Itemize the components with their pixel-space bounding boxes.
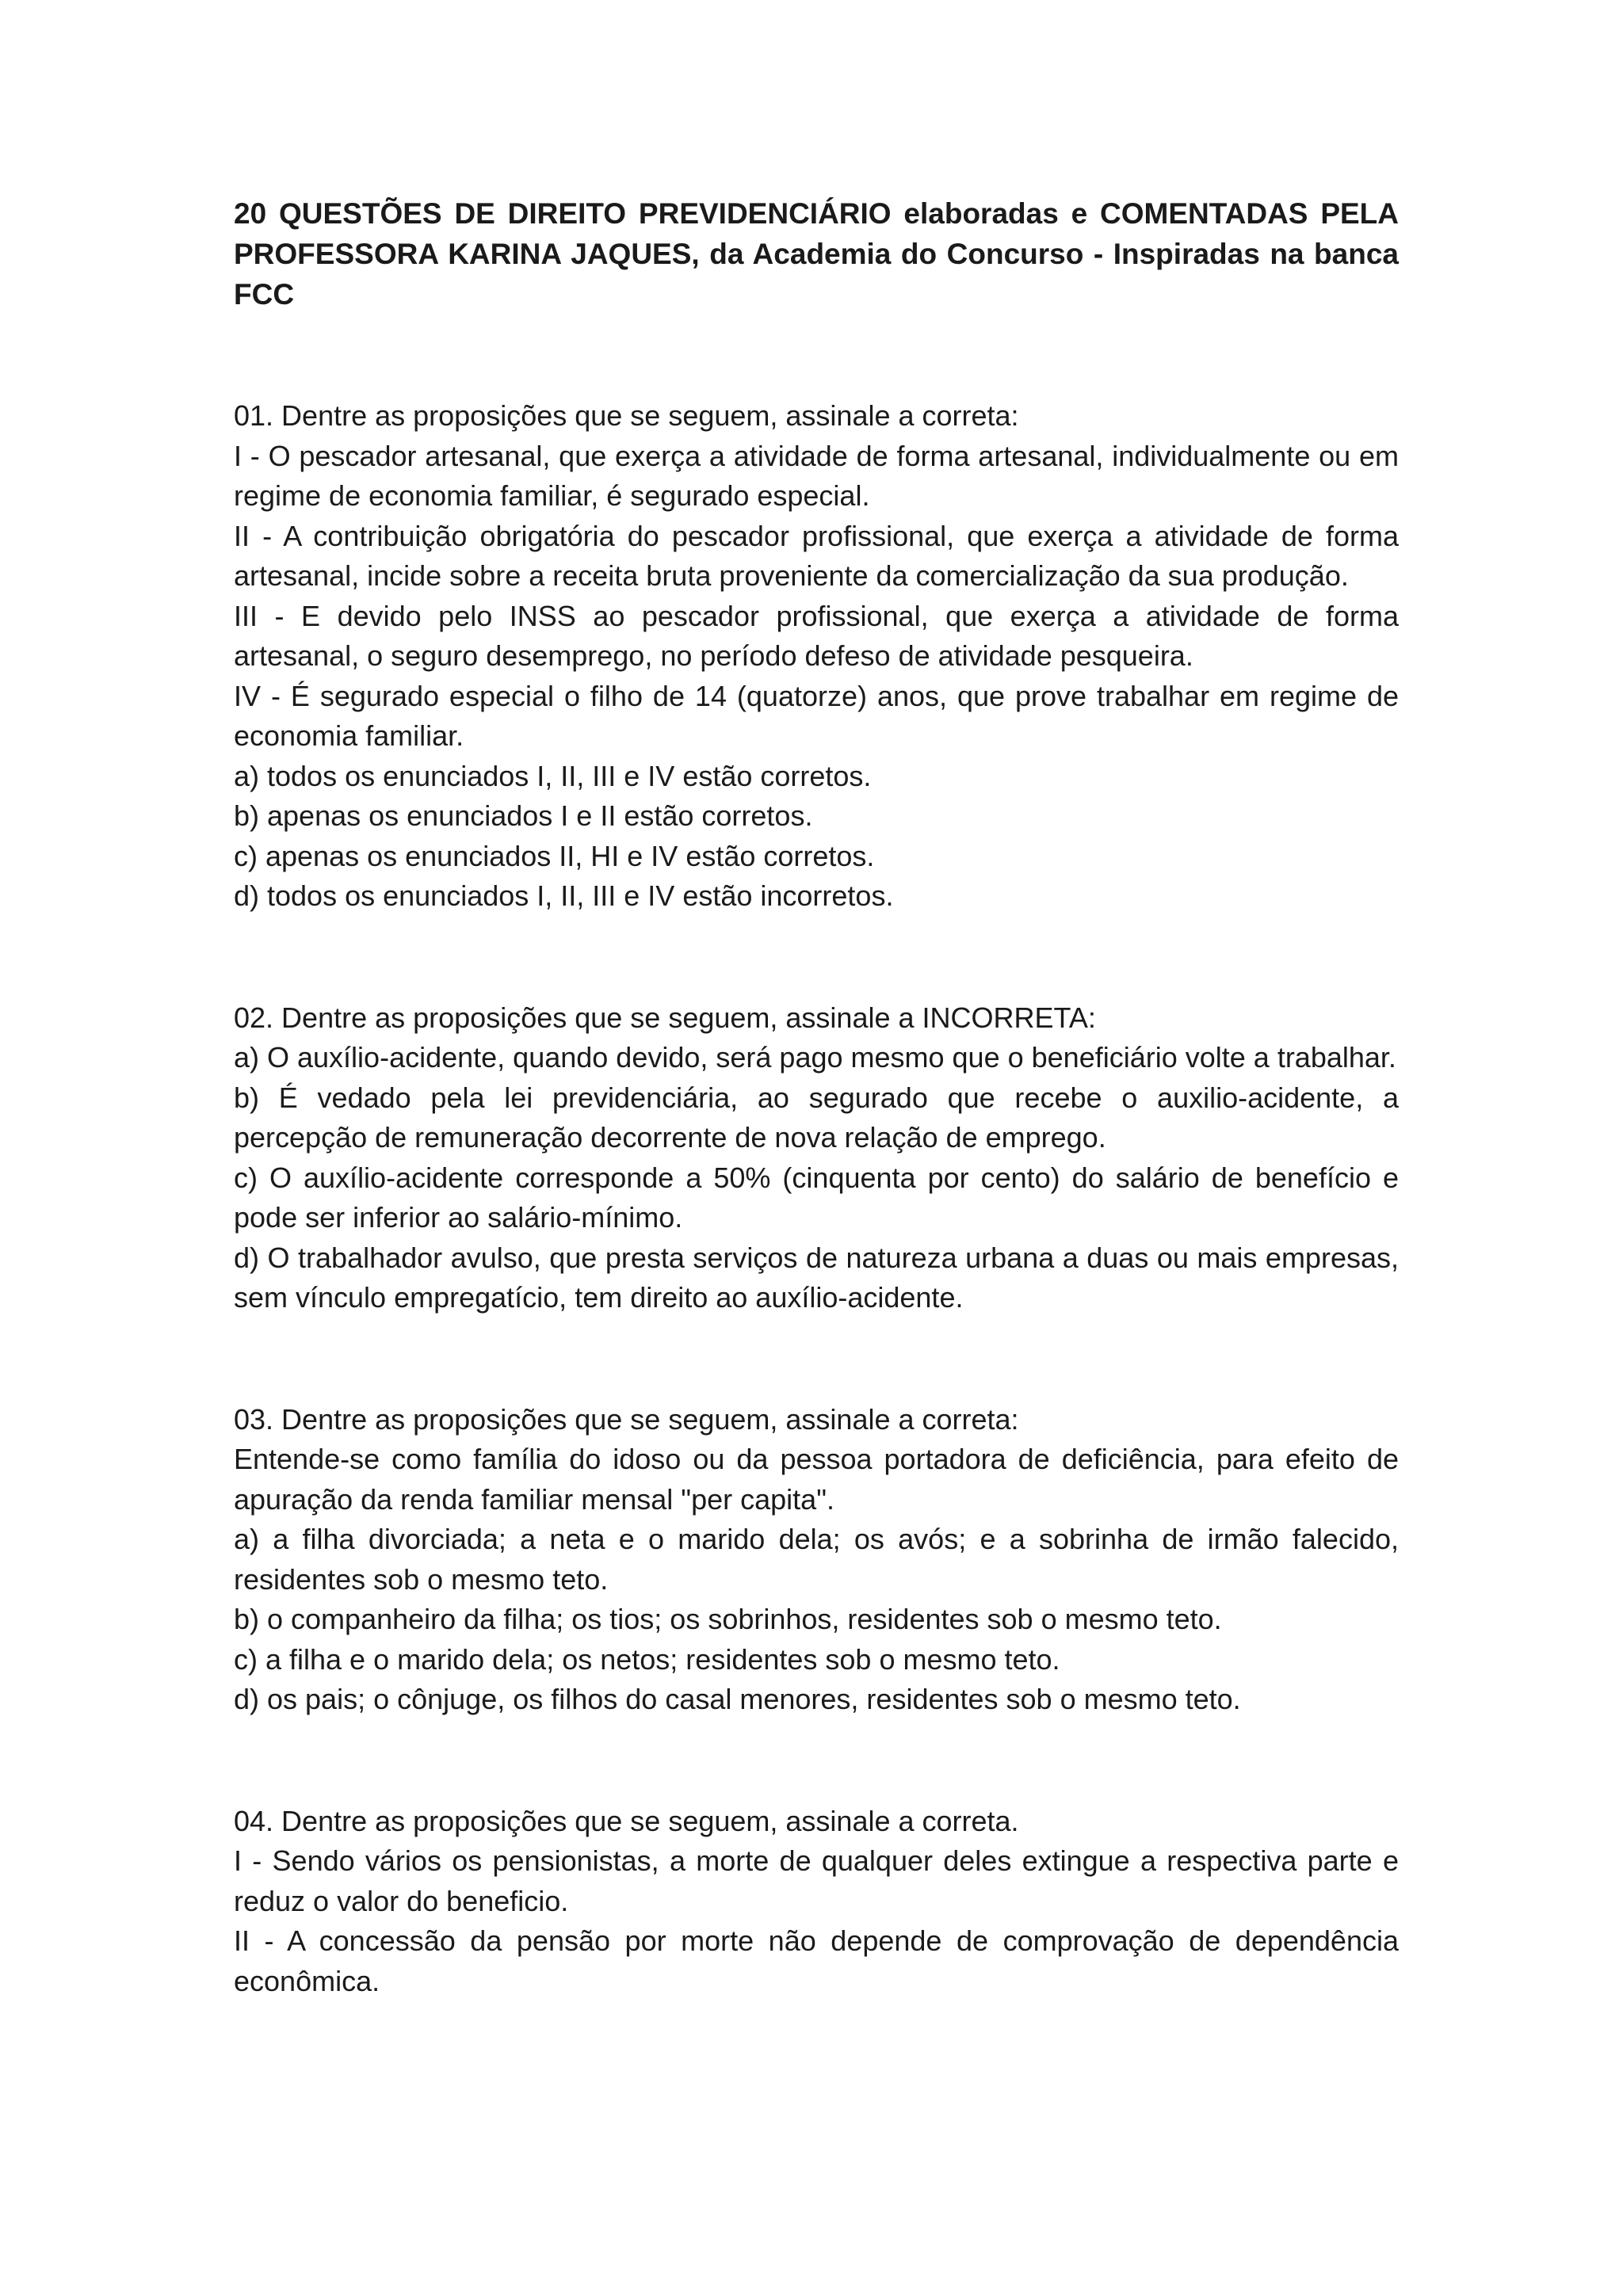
document-page — [234, 193, 1399, 2001]
question-01-option-a: a) todos os enunciados I, II, III e IV estão corretos. — [234, 759, 872, 792]
question-01 — [234, 396, 1399, 917]
question-03-option-a: a) a filha divorciada; a neta e o marido dela; os avós; e a sobrinha de irmão falecido, residentes sob o mesmo teto. — [234, 1523, 1399, 1596]
question-04-proposition-i: I - Sendo vários os pensionistas, a morte de qualquer deles extingue a respectiva parte e reduz o valor do beneficio. — [234, 1844, 1399, 1917]
document-title: 20 QUESTÕES DE DIREITO PREVIDENCIÁRIO elaboradas e COMENTADAS PELA PROFESSORA KARINA JAQUES, da Academia do Concurso - Inspiradas na banca FCC — [234, 197, 1399, 311]
question-02 — [234, 998, 1399, 1318]
question-02-option-d: d) O trabalhador avulso, que presta serviços de natureza urbana a duas ou mais empresas, sem vínculo empregatício, tem direito ao auxílio-acidente. — [234, 1241, 1399, 1314]
question-03 — [234, 1400, 1399, 1720]
question-03-option-c: c) a filha e o marido dela; os netos; residentes sob o mesmo teto. — [234, 1642, 1060, 1676]
question-04-proposition-ii: II - A concessão da pensão por morte não depende de comprovação de dependência econômica. — [234, 1924, 1399, 1997]
question-03-statement: 03. Dentre as proposições que se seguem, assinale a correta: — [234, 1402, 1019, 1436]
question-02-option-a: a) O auxílio-acidente, quando devido, será pago mesmo que o beneficiário volte a trabalhar. — [234, 1041, 1396, 1074]
question-03-context: Entende-se como família do idoso ou da pessoa portadora de deficiência, para efeito de apuração da renda familiar mensal "per capita". — [234, 1443, 1399, 1516]
question-01-statement: 01. Dentre as proposições que se seguem, assinale a correta: — [234, 399, 1019, 432]
question-03-option-b: b) o companheiro da filha; os tios; os sobrinhos, residentes sob o mesmo teto. — [234, 1603, 1222, 1635]
question-01-option-b: b) apenas os enunciados I e II estão corretos. — [234, 799, 813, 832]
question-01-proposition-i: I - O pescador artesanal, que exerça a atividade de forma artesanal, individualmente ou em regime de economia familiar, é segurado especial. — [234, 439, 1399, 512]
question-01-option-c: c) apenas os enunciados II, HI e IV estão corretos. — [234, 839, 875, 872]
question-01-proposition-iv: IV - É segurado especial o filho de 14 (quatorze) anos, que prove trabalhar em regime de economia familiar. — [234, 679, 1399, 752]
question-04-statement: 04. Dentre as proposições que se seguem, assinale a correta. — [234, 1804, 1019, 1837]
question-04 — [234, 1802, 1399, 2002]
question-02-option-b: b) É vedado pela lei previdenciária, ao segurado que recebe o auxilio-acidente, a percepção de remuneração decorrente de nova relação de emprego. — [234, 1081, 1399, 1154]
question-03-option-d: d) os pais; o cônjuge, os filhos do casal menores, residentes sob o mesmo teto. — [234, 1683, 1241, 1715]
question-01-option-d: d) todos os enunciados I, II, III e IV estão incorretos. — [234, 879, 894, 912]
question-01-proposition-ii: II - A contribuição obrigatória do pescador profissional, que exerça a atividade de forma artesanal, incide sobre a receita bruta proveniente da comercialização da sua produção. — [234, 519, 1399, 592]
question-02-option-c: c) O auxílio-acidente corresponde a 50% (cinquenta por cento) do salário de benefício e pode ser inferior ao salário-mínimo. — [234, 1161, 1399, 1234]
question-01-proposition-iii: III - E devido pelo INSS ao pescador profissional, que exerça a atividade de forma artesanal, o seguro desemprego, no período defeso de atividade pesqueira. — [234, 599, 1399, 672]
question-02-statement: 02. Dentre as proposições que se seguem, assinale a INCORRETA: — [234, 1001, 1096, 1034]
